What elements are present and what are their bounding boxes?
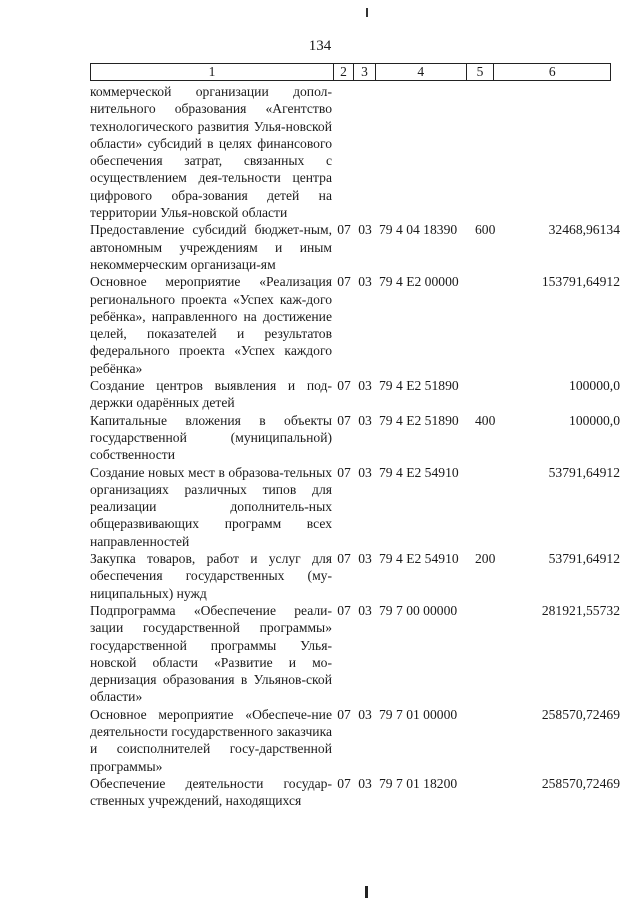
header-col-3: 3 xyxy=(354,64,376,80)
row-csr: 79 4 E2 51890 xyxy=(379,378,459,394)
row-rz: 07 xyxy=(337,222,351,238)
table-row xyxy=(90,602,620,706)
row-sum: 281921,55732 xyxy=(541,602,620,618)
row-sum: 258570,72469 xyxy=(541,775,620,791)
top-binding-mark xyxy=(366,8,368,17)
row-vr xyxy=(475,83,499,221)
row-rz: 07 xyxy=(337,602,351,618)
row-name: Основное мероприятие «Реализация регионального проекта «Успех каж-дого ребёнка», направленного на достижение целей, показателей и результатов федерального проекта «Успех каждого ребёнка» xyxy=(90,274,332,376)
row-name: Основное мероприятие «Обеспече-ние деятельности государственного заказчика и соисполнителей госу-дарственной программы» xyxy=(90,706,332,774)
row-pr: 03 xyxy=(358,274,372,290)
row-csr: 79 7 00 00000 xyxy=(379,602,458,618)
row-rz: 07 xyxy=(337,274,351,290)
row-vr xyxy=(475,706,499,775)
row-csr: 79 4 E2 54910 xyxy=(379,551,459,567)
row-vr xyxy=(475,602,499,706)
row-name: коммерческой организации допол-нительного образования «Агентство технологического развития Улья-новской области» субсидий в целях финансового обеспечения затрат, связанных с осуществлением дея-тельности центра цифрового обра-зования детей на территории Улья-новской области xyxy=(90,84,332,221)
row-pr: 03 xyxy=(358,551,372,567)
row-csr: 79 4 E2 00000 xyxy=(379,274,459,290)
row-rz xyxy=(334,83,354,221)
row-rz: 07 xyxy=(337,464,351,480)
table-row xyxy=(90,83,620,221)
row-sum: 100000,0 xyxy=(569,378,620,394)
table-row xyxy=(90,412,620,464)
row-pr: 03 xyxy=(358,464,372,480)
header-col-6: 6 xyxy=(548,64,556,79)
header-col-1: 1 xyxy=(91,64,334,80)
row-vr: 400 xyxy=(475,412,496,428)
row-pr: 03 xyxy=(358,706,372,722)
row-vr: 200 xyxy=(475,551,496,567)
row-name: Создание центров выявления и под-держки одарённых детей xyxy=(90,378,332,411)
row-csr: 79 4 E2 54910 xyxy=(379,464,459,480)
header-col-5: 5 xyxy=(467,64,495,80)
row-rz: 07 xyxy=(337,775,351,791)
table-row xyxy=(90,221,620,273)
row-sum: 32468,96134 xyxy=(548,222,620,238)
row-pr: 03 xyxy=(358,775,372,791)
row-name: Подпрограмма «Обеспечение реали-зации государственной программы» государственной программы Улья-новской области «Развитие и мо-дернизация образования в Ульянов-ской области» xyxy=(90,602,332,705)
page-number: 134 xyxy=(308,38,332,54)
row-name: Создание новых мест в образова-тельных организациях различных типов для реализации дополнитель-ных общеразвивающих программ всех направленностей xyxy=(90,464,332,549)
row-pr: 03 xyxy=(358,378,372,394)
row-sum: 258570,72469 xyxy=(541,706,620,722)
row-vr xyxy=(475,377,499,412)
row-csr: 79 7 01 00000 xyxy=(379,706,458,722)
row-vr xyxy=(475,464,499,550)
row-name: Предоставление субсидий бюджет-ным, автономным учреждениям и иным некоммерческим организаци-ям xyxy=(90,222,332,272)
row-csr xyxy=(376,83,475,221)
row-pr: 03 xyxy=(358,412,372,428)
row-name: Закупка товаров, работ и услуг для обеспечения государственных (му-ниципальных) нужд xyxy=(90,551,332,601)
row-rz: 07 xyxy=(337,706,351,722)
row-sum: 100000,0 xyxy=(569,412,620,428)
table-header-row xyxy=(90,63,611,81)
header-col-2: 2 xyxy=(334,64,354,80)
row-csr: 79 4 04 18390 xyxy=(379,222,458,238)
bottom-binding-mark xyxy=(365,886,368,898)
table-body xyxy=(90,83,620,809)
table-row xyxy=(90,273,620,377)
row-name: Капитальные вложения в объекты государственной (муниципальной) собственности xyxy=(90,412,332,463)
row-pr xyxy=(354,83,376,221)
row-rz: 07 xyxy=(337,378,351,394)
row-csr: 79 4 E2 51890 xyxy=(379,412,459,428)
row-sum xyxy=(499,83,620,221)
header-col-4: 4 xyxy=(376,64,467,80)
row-rz: 07 xyxy=(337,551,351,567)
row-vr xyxy=(475,775,499,810)
row-pr: 03 xyxy=(358,222,372,238)
row-csr: 79 7 01 18200 xyxy=(379,775,458,791)
table-row xyxy=(90,377,620,412)
row-name: Обеспечение деятельности государ-ственных учреждений, находящихся xyxy=(90,775,332,809)
table-row xyxy=(90,775,620,810)
row-sum: 153791,64912 xyxy=(541,274,620,290)
row-sum: 53791,64912 xyxy=(548,464,620,480)
table-row xyxy=(90,464,620,550)
row-rz: 07 xyxy=(337,412,351,428)
row-vr: 600 xyxy=(475,222,496,238)
table-row xyxy=(90,550,620,602)
table-row xyxy=(90,706,620,775)
row-sum: 53791,64912 xyxy=(548,551,620,567)
row-pr: 03 xyxy=(358,602,372,618)
row-vr xyxy=(475,273,499,377)
